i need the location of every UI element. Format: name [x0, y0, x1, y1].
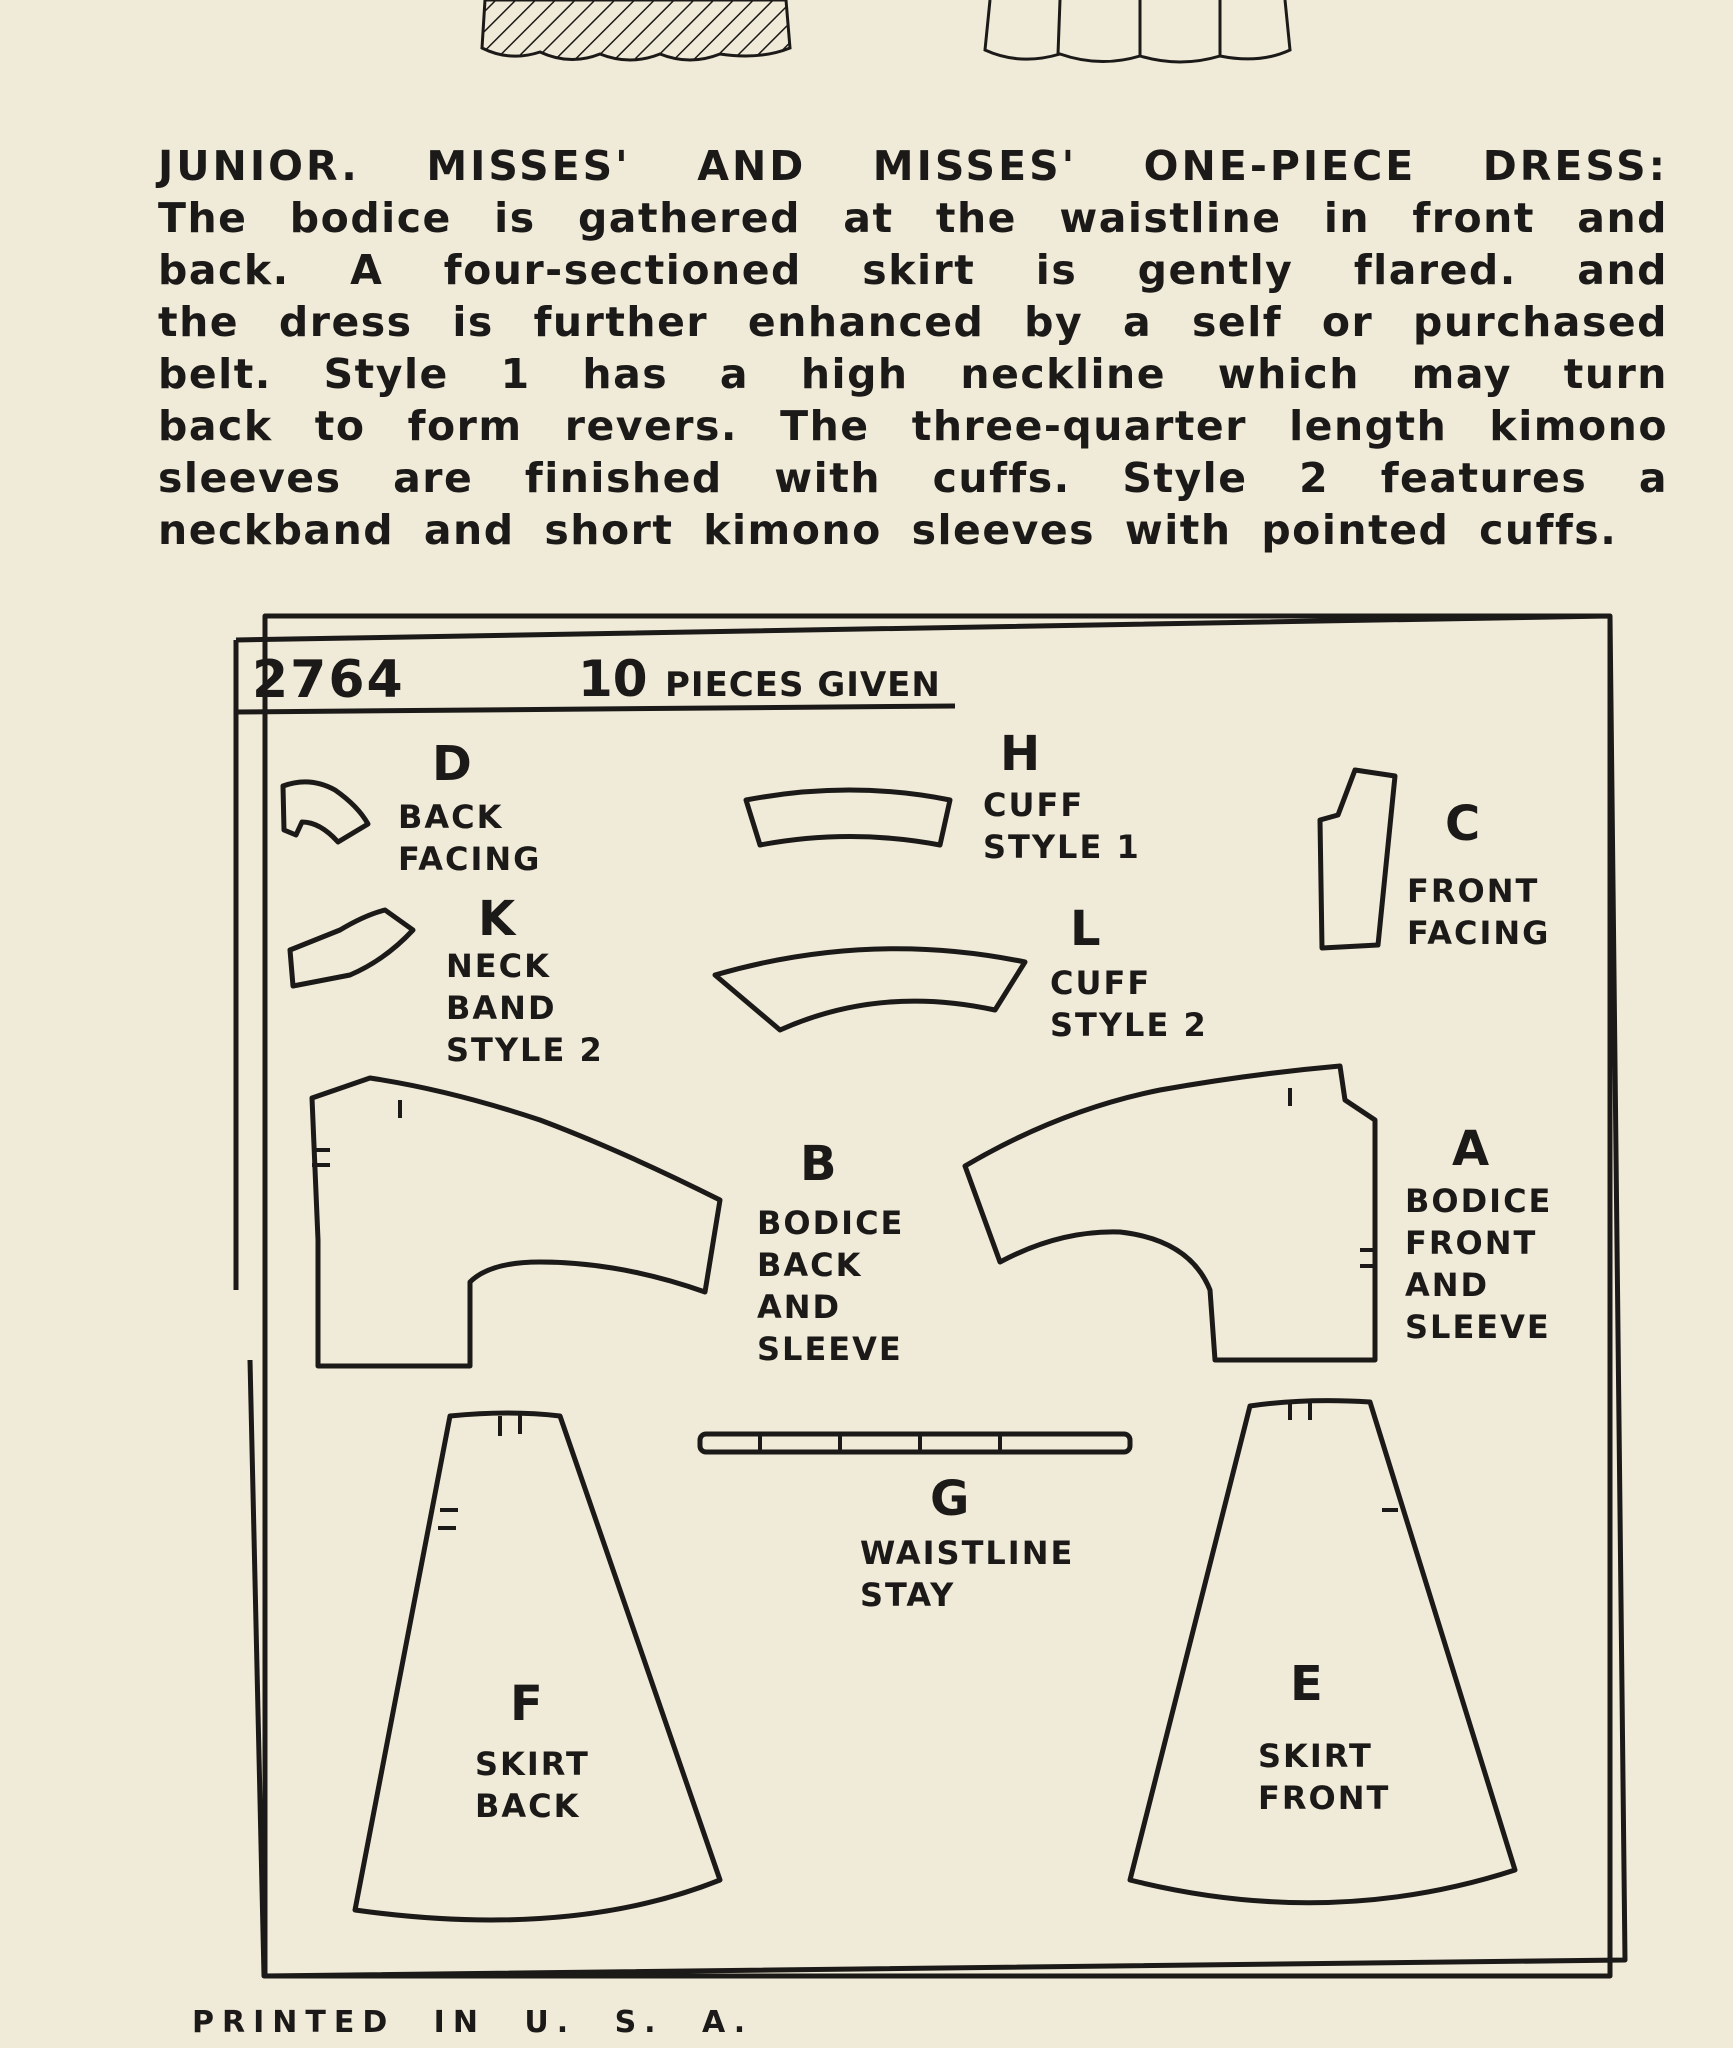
pattern-number: 2764: [252, 650, 405, 710]
piece-a-letter: A: [1452, 1121, 1490, 1177]
description-line: belt. Style 1 has a high neckline which may turn: [158, 350, 1668, 398]
piece-a-caption: BODICE FRONT AND SLEEVE: [1405, 1182, 1553, 1346]
piece-h-letter: H: [1000, 726, 1041, 782]
printed-in-usa: PRINTED IN U. S. A.: [192, 2005, 754, 2040]
piece-c-letter: C: [1445, 796, 1481, 852]
piece-f-shape: [355, 1413, 720, 1920]
piece-d-caption: BACK FACING: [398, 798, 542, 878]
piece-h-shape: [746, 790, 950, 845]
piece-e-letter: E: [1290, 1656, 1323, 1712]
piece-k-shape: [290, 910, 413, 986]
piece-b-caption: BODICE BACK AND SLEEVE: [757, 1204, 905, 1368]
piece-h-caption: CUFF STYLE 1: [983, 786, 1141, 866]
description-line: the dress is further enhanced by a self or purchased: [158, 298, 1668, 346]
pieces-given: [578, 650, 941, 708]
piece-e-shape: [1130, 1401, 1515, 1903]
piece-f-letter: F: [510, 1676, 543, 1732]
piece-l-letter: L: [1070, 901, 1101, 957]
piece-a-shape: [965, 1066, 1375, 1360]
piece-k-caption: NECK BAND STYLE 2: [446, 947, 604, 1069]
piece-k-letter: K: [478, 891, 516, 947]
piece-e-caption: SKIRT FRONT: [1258, 1737, 1391, 1817]
piece-l-shape: [715, 949, 1025, 1030]
piece-d-letter: D: [432, 736, 472, 792]
piece-l-caption: CUFF STYLE 2: [1050, 964, 1208, 1044]
piece-g-caption: WAISTLINE STAY: [860, 1534, 1075, 1614]
piece-g-letter: G: [930, 1471, 970, 1527]
piece-c-caption: FRONT FACING: [1407, 872, 1551, 952]
description-line: neckband and short kimono sleeves with pointed cuffs.: [158, 506, 1618, 554]
pieces-label: PIECES GIVEN: [665, 665, 941, 705]
piece-b-letter: B: [800, 1136, 837, 1192]
description-line: back to form revers. The three-quarter length kimono: [158, 402, 1668, 450]
description-line: back. A four-sectioned skirt is gently flared. and: [158, 246, 1668, 294]
pieces-count: 10: [578, 650, 648, 708]
piece-b-shape: [312, 1078, 720, 1366]
description-line: sleeves are finished with cuffs. Style 2 features a: [158, 454, 1668, 502]
piece-f-caption: SKIRT BACK: [475, 1745, 590, 1825]
piece-d-shape: [283, 782, 368, 842]
description-line: The bodice is gathered at the waistline in front and: [158, 194, 1668, 242]
piece-c-shape: [1320, 770, 1395, 948]
description-heading: JUNIOR. MISSES' AND MISSES' ONE-PIECE DRESS:: [158, 142, 1668, 190]
piece-g-shape: [700, 1434, 1130, 1452]
